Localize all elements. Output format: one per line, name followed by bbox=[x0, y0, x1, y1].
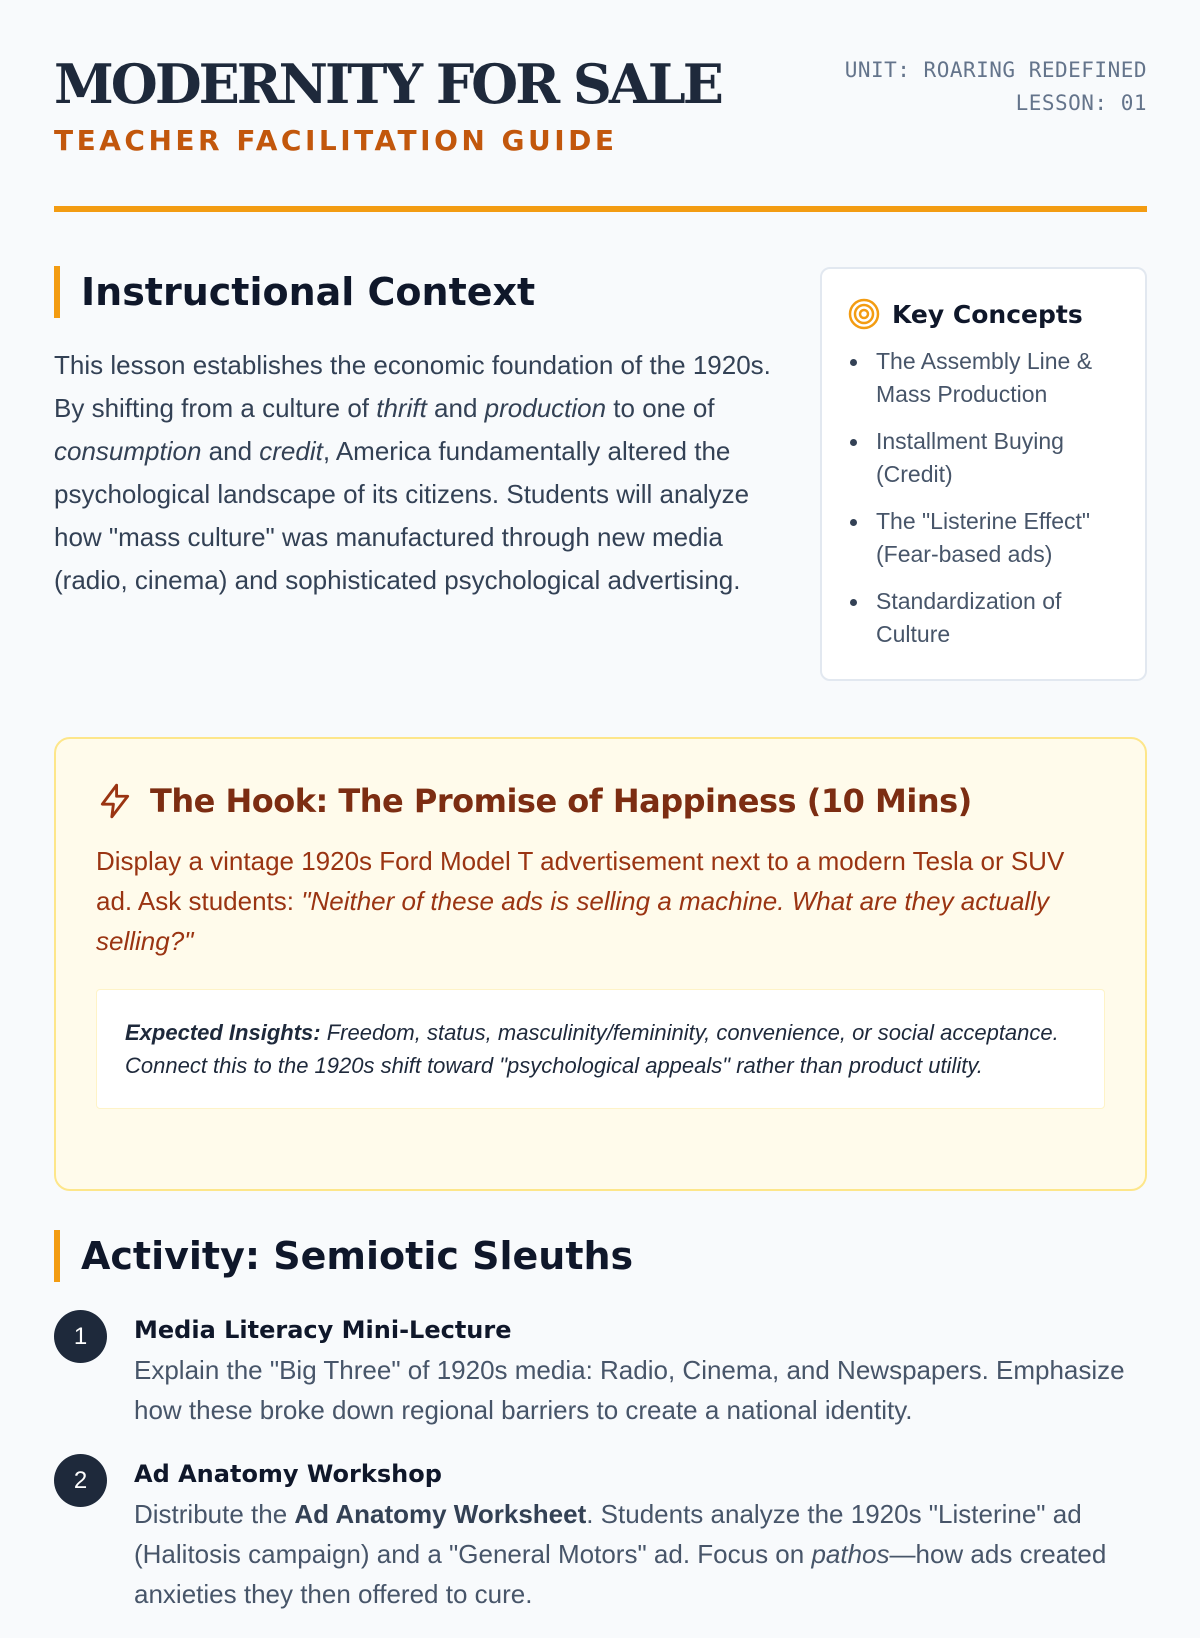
page-title: MODERNITY FOR SALE bbox=[54, 52, 721, 116]
activity-heading: Activity: Semiotic Sleuths bbox=[54, 1230, 1147, 1282]
step-description: Distribute the Ad Anatomy Worksheet. Students analyze the 1920s "Listerine" ad (Halitosis campaign) and a "General Motors" ad. Focus on pathos—how ads created anxieties they then offered to cure. bbox=[134, 1499, 1107, 1609]
key-concepts-card bbox=[820, 267, 1147, 681]
unit-label: UNIT: ROARING REDEFINED bbox=[844, 58, 1147, 82]
hook-question: "Neither of these ads is selling a machine. What are they actually selling?" bbox=[96, 886, 1049, 956]
context-heading: Instructional Context bbox=[54, 266, 774, 318]
step-number-badge: 1 bbox=[54, 1310, 107, 1363]
hook-title: The Hook: The Promise of Happiness (10 Mins) bbox=[150, 782, 972, 820]
context-paragraph: This lesson establishes the economic foundation of the 1920s. By shifting from a culture of thrift and production to one of consumption and credit, America fundamentally altered the psychological landscape of its citizens. Students will analyze how "mass culture" was manufactured through new media (radio, cinema) and sophisticated psychological advertising. bbox=[54, 350, 771, 595]
concept-item: The Assembly Line & Mass Production bbox=[848, 345, 1119, 411]
target-icon bbox=[848, 298, 880, 330]
activity-step bbox=[54, 1454, 1147, 1614]
lightning-icon bbox=[96, 781, 134, 821]
concept-item: The "Listerine Effect" (Fear-based ads) bbox=[848, 505, 1119, 571]
activity-steps bbox=[54, 1310, 1147, 1614]
hook-header bbox=[96, 779, 1105, 823]
expected-insights-label: Expected Insights: bbox=[125, 1020, 321, 1045]
step-number-badge: 2 bbox=[54, 1454, 107, 1507]
activity-step bbox=[54, 1310, 1147, 1430]
hook-instructions: Display a vintage 1920s Ford Model T advertisement next to a modern Tesla or SUV ad. Ask students: "Neither of these ads is selling a machine. What are they actually selling?" bbox=[96, 846, 1065, 956]
key-concepts-title: Key Concepts bbox=[892, 299, 1083, 329]
instructional-context-section bbox=[54, 266, 774, 602]
key-concepts-header bbox=[848, 297, 1119, 331]
lesson-number: LESSON: 01 bbox=[1015, 91, 1147, 115]
page-header bbox=[54, 0, 1147, 214]
activity-section bbox=[54, 1230, 1147, 1638]
step-title: Ad Anatomy Workshop bbox=[134, 1460, 442, 1488]
concept-item: Installment Buying (Credit) bbox=[848, 425, 1119, 491]
lesson-meta bbox=[845, 54, 1147, 120]
header-divider bbox=[54, 206, 1147, 212]
step-title: Media Literacy Mini-Lecture bbox=[134, 1316, 512, 1344]
expected-insights-text: Freedom, status, masculinity/femininity, convenience, or social acceptance. Connect this to the 1920s shift toward "psychological appeals" rather than product utility. bbox=[125, 1020, 1059, 1078]
worksheet-name: Ad Anatomy Worksheet bbox=[294, 1499, 587, 1529]
step-description: Explain the "Big Three" of 1920s media: Radio, Cinema, and Newspapers. Emphasize how these broke down regional barriers to create a national identity. bbox=[134, 1355, 1125, 1425]
hook-callout bbox=[54, 737, 1147, 1191]
concept-item: Standardization of Culture bbox=[848, 585, 1119, 651]
lesson-page bbox=[54, 0, 1147, 1609]
key-concepts-list bbox=[848, 345, 1119, 651]
page-subtitle: TEACHER FACILITATION GUIDE bbox=[54, 124, 618, 157]
expected-insights-box bbox=[96, 989, 1105, 1109]
